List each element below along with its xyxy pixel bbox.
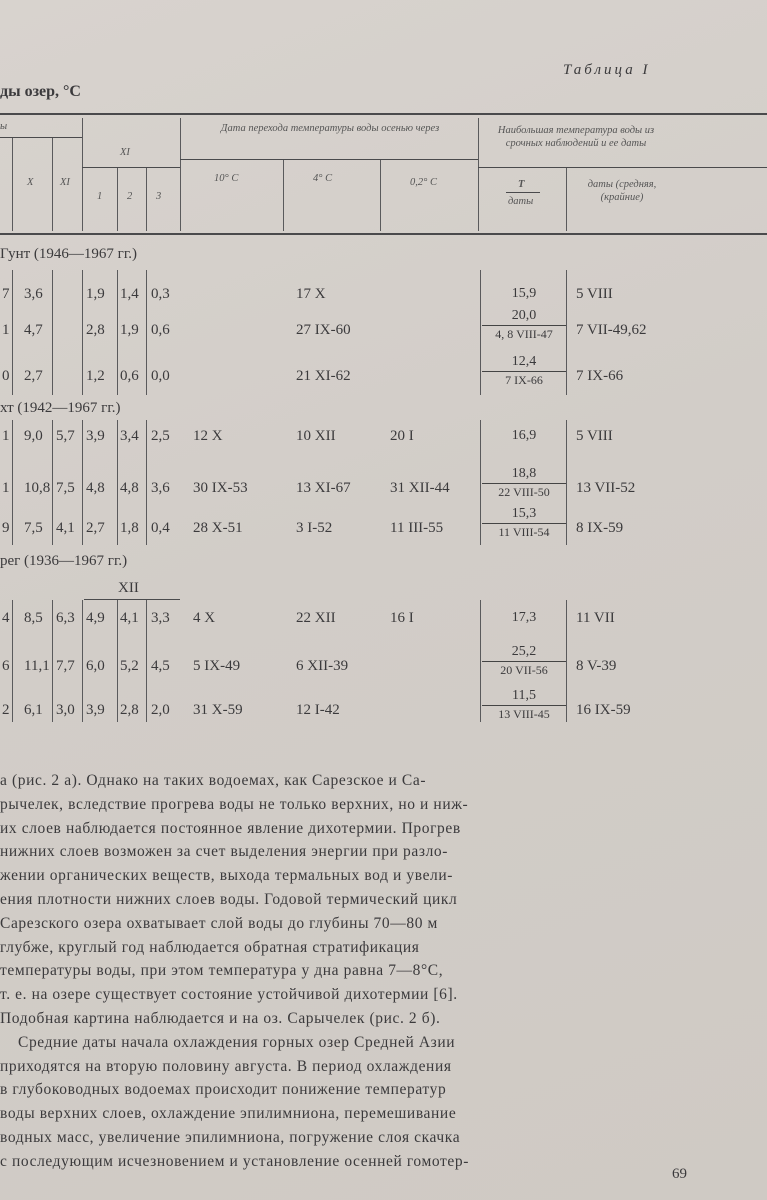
max-temperature-value: 15,9 bbox=[511, 286, 537, 301]
header-col-stub: ы bbox=[0, 121, 8, 132]
header-subrule bbox=[478, 167, 767, 168]
header-divider bbox=[52, 138, 53, 231]
cell-t10: 12 X bbox=[193, 428, 223, 444]
fraction-line bbox=[482, 371, 566, 372]
paragraph-line: Подобная картина наблюдается и на оз. Сарычелек (рис. 2 б). bbox=[0, 1010, 441, 1027]
cell-t02: 11 III-55 bbox=[390, 520, 444, 536]
header-max-title: Наибольшая температура воды из срочных наблюдений и ее даты bbox=[497, 125, 655, 149]
header-col-x: X bbox=[27, 177, 34, 188]
cell-t4: 6 XII-39 bbox=[296, 658, 349, 674]
header-divider bbox=[146, 168, 147, 231]
paragraph-line: температуры воды, при этом температура у дна равна 7—8°С, bbox=[0, 962, 444, 980]
paragraph-line: приходятся на вторую половину августа. В период охлаждения bbox=[0, 1057, 452, 1075]
cell-d3: 3,3 bbox=[151, 610, 170, 626]
cell-d2: 3,4 bbox=[120, 428, 139, 444]
cell-t10: 5 IX-49 bbox=[193, 658, 241, 674]
fraction-line bbox=[482, 661, 566, 662]
max-temperature-avg-date: 8 IX-59 bbox=[576, 520, 624, 536]
cell-d2: 0,6 bbox=[120, 368, 139, 384]
max-temperature-avg-date: 7 VII-49,62 bbox=[576, 322, 647, 338]
header-max-t-sub: даты bbox=[508, 196, 534, 207]
header-divider bbox=[283, 160, 284, 231]
cell-t4: 3 I-52 bbox=[296, 520, 333, 536]
section-title: хт (1942—1967 гг.) bbox=[0, 400, 121, 416]
cell-d1: 6,0 bbox=[86, 658, 105, 674]
cell-x: 7,5 bbox=[24, 520, 43, 536]
cell-t10: 31 X-59 bbox=[193, 702, 243, 718]
cell-t10: 30 IX-53 bbox=[193, 480, 248, 496]
column-divider bbox=[146, 420, 147, 545]
cell-t4: 10 XII bbox=[296, 428, 336, 444]
paragraph-line: а (рис. 2 а). Однако на таких водоемах, как Сарезское и Са- bbox=[0, 772, 427, 789]
max-temperature-avg-date: 5 VIII bbox=[576, 286, 613, 302]
max-temperature-value: 18,8 bbox=[511, 466, 537, 481]
column-divider bbox=[52, 270, 53, 395]
cell-d1: 1,2 bbox=[86, 368, 105, 384]
cell-t4: 17 X bbox=[296, 286, 326, 302]
cell-d1: 4,8 bbox=[86, 480, 105, 496]
cell-d1: 2,7 bbox=[86, 520, 105, 536]
cell-d1: 4,9 bbox=[86, 610, 105, 626]
cell-d1: 3,9 bbox=[86, 428, 105, 444]
paragraph-line: рычелек, вследствие прогрева воды не только верхних, но и ниж- bbox=[0, 795, 469, 813]
cell-xi: 7,5 bbox=[56, 480, 75, 496]
cell-d2: 1,9 bbox=[120, 322, 139, 338]
max-temperature-cell bbox=[482, 428, 566, 444]
cell-d3: 0,4 bbox=[151, 520, 170, 536]
paragraph-line: нижних слоев возможен за счет выделения энергии при разло- bbox=[0, 843, 449, 861]
header-subrule bbox=[180, 159, 478, 160]
paragraph-line: воды верхних слоев, охлаждение эпилимниона, перемешивание bbox=[0, 1105, 457, 1123]
cell-c0: 1 bbox=[2, 428, 10, 444]
cell-t02: 16 I bbox=[390, 610, 414, 626]
max-temperature-cell bbox=[482, 688, 566, 722]
cell-d2: 4,1 bbox=[120, 610, 139, 626]
max-temperature-avg-date: 7 IX-66 bbox=[576, 368, 624, 384]
cell-xi: 5,7 bbox=[56, 428, 75, 444]
cell-c0: 9 bbox=[2, 520, 10, 536]
cell-d1: 2,8 bbox=[86, 322, 105, 338]
column-divider bbox=[146, 270, 147, 395]
cell-t10: 4 X bbox=[193, 610, 216, 626]
max-temperature-value: 20,0 bbox=[511, 308, 537, 323]
paragraph-line: Сарезского озера охватывает слой воды до глубины 70—80 м bbox=[0, 914, 438, 932]
cell-xi: 4,1 bbox=[56, 520, 75, 536]
cell-d2: 2,8 bbox=[120, 702, 139, 718]
header-decade-1: 1 bbox=[97, 191, 103, 202]
section-subheader: XII bbox=[118, 580, 139, 596]
cell-t02: 20 I bbox=[390, 428, 414, 444]
column-divider bbox=[52, 600, 53, 722]
max-temperature-value: 15,3 bbox=[511, 506, 537, 521]
max-temperature-cell bbox=[482, 286, 566, 302]
cell-d3: 0,6 bbox=[151, 322, 170, 338]
cell-d2: 4,8 bbox=[120, 480, 139, 496]
column-divider bbox=[12, 420, 13, 545]
cell-xi: 7,7 bbox=[56, 658, 75, 674]
cell-c0: 2 bbox=[2, 702, 10, 718]
column-divider bbox=[566, 270, 567, 395]
max-temperature-cell bbox=[482, 506, 566, 540]
max-temperature-cell bbox=[482, 308, 566, 342]
header-max-t: T bbox=[518, 179, 525, 190]
paragraph-line: их слоев наблюдается постоянное явление дихотермии. Прогрев bbox=[0, 819, 461, 837]
column-divider bbox=[480, 420, 481, 545]
max-temperature-date: 13 VIII-45 bbox=[498, 707, 550, 721]
column-divider bbox=[117, 420, 118, 545]
cell-x: 3,6 bbox=[24, 286, 43, 302]
header-t02: 0,2° С bbox=[410, 177, 437, 188]
page-number: 69 bbox=[672, 1166, 687, 1182]
cell-d2: 5,2 bbox=[120, 658, 139, 674]
header-divider bbox=[478, 118, 479, 231]
column-divider bbox=[12, 600, 13, 722]
header-subrule bbox=[0, 137, 82, 138]
table-top-rule bbox=[0, 113, 767, 115]
max-temperature-avg-date: 16 IX-59 bbox=[576, 702, 631, 718]
table-label: Таблица I bbox=[563, 62, 651, 78]
header-divider bbox=[380, 160, 381, 231]
max-temperature-date: 7 IX-66 bbox=[505, 373, 543, 387]
paragraph-line: в глубоководных водоемах происходит понижение температур bbox=[0, 1081, 447, 1099]
table-heading: ды озер, °C bbox=[0, 83, 81, 100]
section-subheader-brace bbox=[84, 599, 180, 600]
max-temperature-cell bbox=[482, 644, 566, 678]
max-temperature-avg-date: 13 VII-52 bbox=[576, 480, 636, 496]
section-title: рег (1936—1967 гг.) bbox=[0, 553, 128, 569]
header-divider bbox=[566, 168, 567, 231]
max-temperature-value: 16,9 bbox=[511, 428, 537, 443]
column-divider bbox=[117, 270, 118, 395]
paragraph-line: водных масс, увеличение эпилимниона, погружение слоя скачка bbox=[0, 1129, 461, 1146]
max-temperature-date: 11 VIII-54 bbox=[498, 525, 550, 539]
paragraph-line: жении органических веществ, выхода термальных вод и увели- bbox=[0, 867, 454, 885]
header-decade-3: 3 bbox=[156, 191, 162, 202]
column-divider bbox=[52, 420, 53, 545]
cell-d2: 1,8 bbox=[120, 520, 139, 536]
column-divider bbox=[566, 420, 567, 545]
cell-d3: 0,0 bbox=[151, 368, 170, 384]
cell-t10: 28 X-51 bbox=[193, 520, 243, 536]
cell-x: 4,7 bbox=[24, 322, 43, 338]
cell-x: 6,1 bbox=[24, 702, 43, 718]
max-temperature-date: 20 VII-56 bbox=[500, 663, 548, 677]
header-t4: 4° С bbox=[313, 173, 333, 184]
cell-x: 10,8 bbox=[24, 480, 51, 496]
cell-t4: 27 IX-60 bbox=[296, 322, 351, 338]
cell-xi: 6,3 bbox=[56, 610, 75, 626]
cell-d3: 4,5 bbox=[151, 658, 170, 674]
max-temperature-value: 17,3 bbox=[511, 610, 537, 625]
section-title: Гунт (1946—1967 гг.) bbox=[0, 246, 138, 262]
cell-x: 9,0 bbox=[24, 428, 43, 444]
header-subrule bbox=[82, 167, 180, 168]
column-divider bbox=[12, 270, 13, 395]
header-divider bbox=[180, 118, 181, 231]
cell-d2: 1,4 bbox=[120, 286, 139, 302]
cell-t02: 31 XII-44 bbox=[390, 480, 450, 496]
header-decade-2: 2 bbox=[127, 191, 133, 202]
header-divider bbox=[117, 168, 118, 231]
fraction-line bbox=[482, 325, 566, 326]
max-temperature-value: 12,4 bbox=[511, 354, 537, 369]
cell-d1: 1,9 bbox=[86, 286, 105, 302]
cell-c0: 1 bbox=[2, 322, 10, 338]
cell-xi: 3,0 bbox=[56, 702, 75, 718]
cell-c0: 0 bbox=[2, 368, 10, 384]
header-t10: 10° С bbox=[214, 173, 239, 184]
column-divider bbox=[480, 600, 481, 722]
cell-x: 2,7 bbox=[24, 368, 43, 384]
max-temperature-cell bbox=[482, 354, 566, 388]
max-temperature-value: 11,5 bbox=[512, 688, 536, 703]
column-divider bbox=[82, 270, 83, 395]
max-temperature-avg-date: 8 V-39 bbox=[576, 658, 617, 674]
max-temperature-avg-date: 11 VII bbox=[576, 610, 615, 626]
header-col-xi: XI bbox=[60, 177, 70, 188]
cell-d1: 3,9 bbox=[86, 702, 105, 718]
column-divider bbox=[82, 600, 83, 722]
table-header-rule bbox=[0, 233, 767, 235]
max-temperature-avg-date: 5 VIII bbox=[576, 428, 613, 444]
column-divider bbox=[146, 600, 147, 722]
cell-c0: 1 bbox=[2, 480, 10, 496]
cell-t4: 21 XI-62 bbox=[296, 368, 351, 384]
cell-d3: 3,6 bbox=[151, 480, 170, 496]
cell-d3: 0,3 bbox=[151, 286, 170, 302]
cell-c0: 6 bbox=[2, 658, 10, 674]
cell-x: 8,5 bbox=[24, 610, 43, 626]
paragraph-line: с последующим исчезновением и установление осенней гомотер- bbox=[0, 1152, 469, 1170]
cell-c0: 4 bbox=[2, 610, 10, 626]
cell-t4: 12 I-42 bbox=[296, 702, 340, 718]
header-max-dates: даты (средняя, (крайние) bbox=[587, 179, 657, 203]
header-col-xi-group: XI bbox=[120, 147, 130, 158]
fraction-line bbox=[482, 483, 566, 484]
cell-d3: 2,0 bbox=[151, 702, 170, 718]
max-temperature-value: 25,2 bbox=[511, 644, 537, 659]
column-divider bbox=[566, 600, 567, 722]
cell-t4: 22 XII bbox=[296, 610, 336, 626]
paragraph-line: Средние даты начала охлаждения горных озер Средней Азии bbox=[18, 1033, 456, 1051]
paragraph-line: т. е. на озере существует состояние устойчивой дихотермии [6]. bbox=[0, 986, 458, 1004]
fraction-line bbox=[482, 523, 566, 524]
column-divider bbox=[117, 600, 118, 722]
header-transition-title: Дата перехода температуры воды осенью через bbox=[220, 123, 440, 134]
max-temperature-cell bbox=[482, 466, 566, 500]
fraction-line bbox=[482, 705, 566, 706]
column-divider bbox=[480, 270, 481, 395]
max-temperature-cell bbox=[482, 610, 566, 626]
paragraph-line: ения плотности нижних слоев воды. Годовой термический цикл bbox=[0, 891, 458, 908]
cell-d3: 2,5 bbox=[151, 428, 170, 444]
max-temperature-date: 22 VIII-50 bbox=[498, 485, 550, 499]
header-divider bbox=[12, 138, 13, 231]
header-max-t-line bbox=[506, 192, 540, 193]
cell-c0: 7 bbox=[2, 286, 10, 302]
cell-t4: 13 XI-67 bbox=[296, 480, 351, 496]
column-divider bbox=[82, 420, 83, 545]
max-temperature-date: 4, 8 VIII-47 bbox=[495, 327, 553, 341]
cell-x: 11,1 bbox=[24, 658, 50, 674]
paragraph-line: глубже, круглый год наблюдается обратная стратификация bbox=[0, 938, 420, 956]
header-divider bbox=[82, 118, 83, 231]
